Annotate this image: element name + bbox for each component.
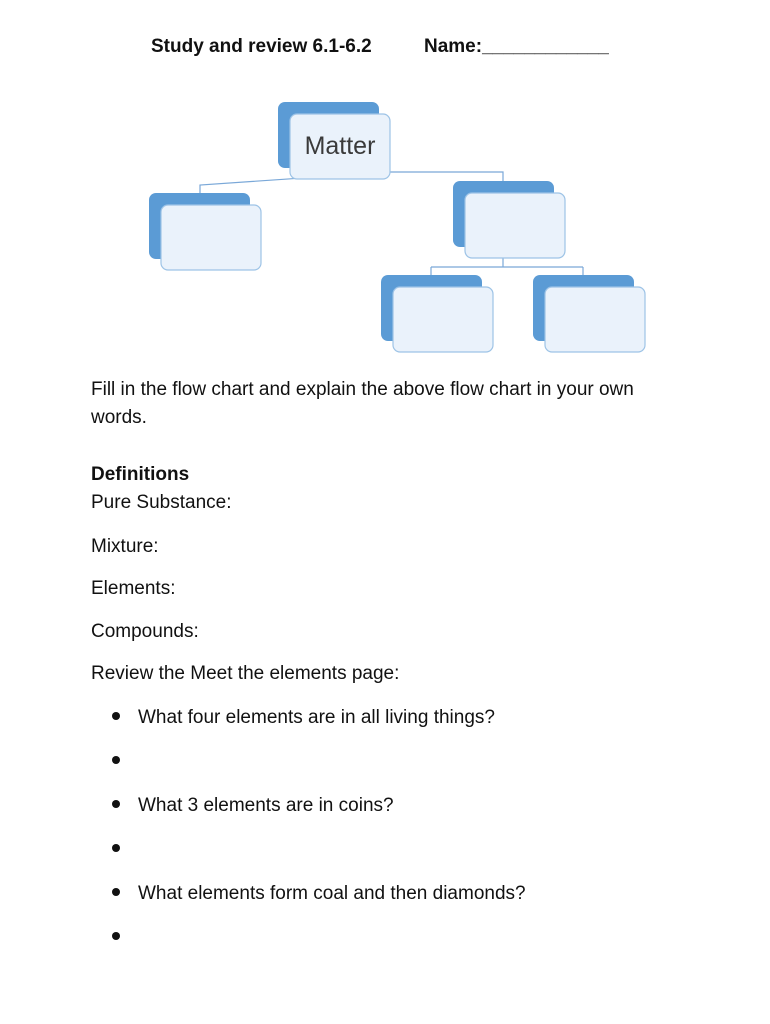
name-field-label: Name:____________ [424, 36, 609, 57]
matter-flow-chart [0, 0, 770, 370]
definition-elements: Elements: [91, 578, 176, 599]
definitions-heading: Definitions [91, 464, 190, 485]
bullet-icon [112, 844, 120, 852]
review-question-living-things: What four elements are in all living things? [138, 707, 495, 728]
worksheet-title: Study and review 6.1-6.2 [151, 36, 372, 57]
flow-node-grandchild-right[interactable] [533, 275, 645, 352]
list-item [112, 880, 526, 908]
review-question-coins: What 3 elements are in coins? [138, 795, 394, 816]
list-item [112, 792, 394, 820]
flow-node-matter [278, 102, 390, 179]
bullet-icon [112, 712, 120, 720]
definition-mixture: Mixture: [91, 536, 159, 557]
list-item[interactable] [112, 924, 138, 952]
bullet-icon [112, 932, 120, 940]
flow-chart-instructions: Fill in the flow chart and explain the above flow chart in your own words. [91, 379, 634, 428]
bullet-icon [112, 756, 120, 764]
definition-compounds: Compounds: [91, 621, 199, 642]
review-question-coal-diamonds: What elements form coal and then diamonds? [138, 883, 526, 904]
flow-node-grandchild-left[interactable] [381, 275, 493, 352]
flow-node-matter-label: Matter [304, 132, 376, 160]
flow-node-right-child[interactable] [453, 181, 565, 258]
flow-node-left-child[interactable] [149, 193, 261, 270]
list-item[interactable] [112, 836, 138, 864]
list-item[interactable] [112, 748, 138, 776]
list-item [112, 704, 495, 732]
review-heading: Review the Meet the elements page: [91, 663, 400, 684]
bullet-icon [112, 888, 120, 896]
bullet-icon [112, 800, 120, 808]
definition-pure-substance: Pure Substance: [91, 492, 232, 513]
